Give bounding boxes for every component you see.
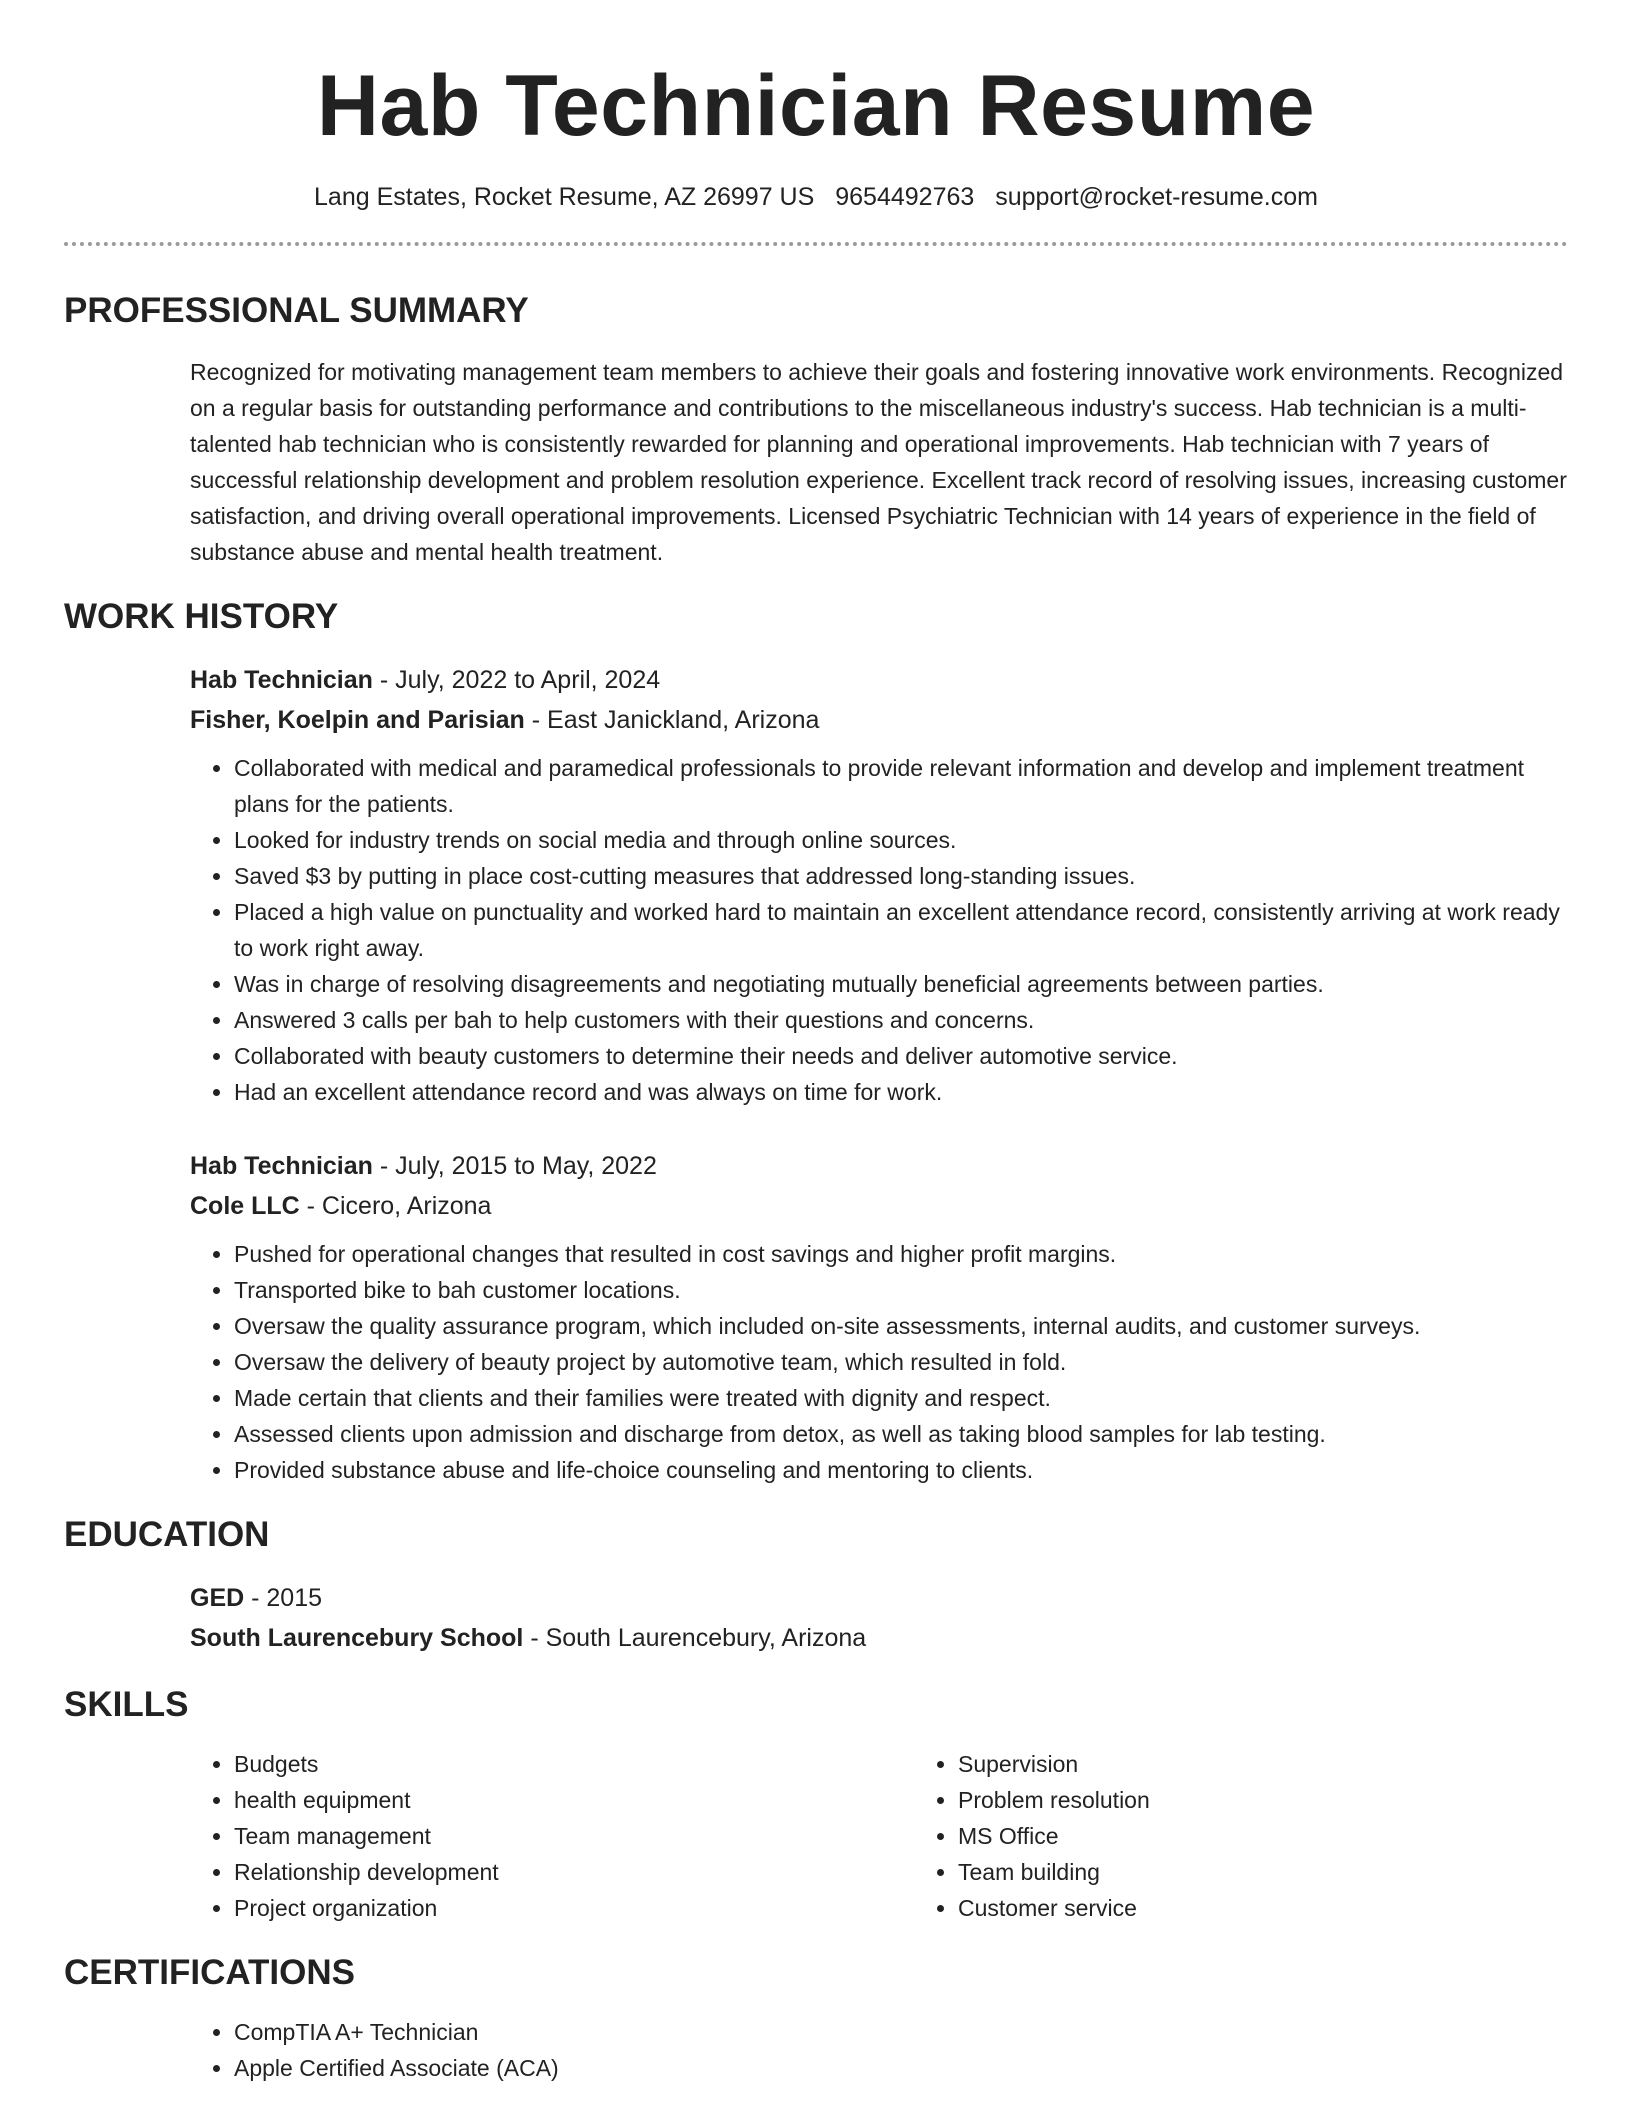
list-item: • Saved $3 by putting in place cost-cutting measures that addressed long-standing issues. — [234, 858, 1568, 894]
job-title-line — [190, 660, 1568, 700]
list-item: • Assessed clients upon admission and discharge from detox, as well as taking blood samples for lab testing. — [234, 1416, 1568, 1452]
education-heading: EDUCATION — [64, 1515, 270, 1554]
list-item: • Apple Certified Associate (ACA) — [234, 2050, 1568, 2086]
list-item: • Team management — [234, 1818, 914, 1854]
skills-list-right — [914, 1746, 1632, 1926]
list-item: • Collaborated with beauty customers to determine their needs and deliver automotive service. — [234, 1038, 1568, 1074]
list-item: • Oversaw the quality assurance program, which included on-site assessments, internal audits, and customer surveys. — [234, 1308, 1568, 1344]
education-degree: GED — [190, 1584, 245, 1612]
summary-section — [64, 290, 1568, 570]
list-item: • Placed a high value on punctuality and worked hard to maintain an excellent attendance record, consistently arriving at work ready to work right away. — [234, 894, 1568, 966]
list-item: • MS Office — [958, 1818, 1632, 1854]
skills-heading: SKILLS — [64, 1685, 189, 1724]
job-company-line — [190, 700, 1568, 740]
education-school-line — [190, 1618, 1568, 1658]
list-item: • Budgets — [234, 1746, 914, 1782]
resume-page — [64, 0, 1568, 2086]
summary-body — [190, 354, 1568, 570]
list-item: • Oversaw the delivery of beauty project by automotive team, which resulted in fold. — [234, 1344, 1568, 1380]
education-year: - 2015 — [244, 1584, 323, 1612]
education-section — [64, 1514, 1568, 1658]
list-item: • Had an excellent attendance record and was always on time for work. — [234, 1074, 1568, 1110]
job-company: Cole LLC — [190, 1192, 300, 1220]
skills-body — [190, 1746, 1568, 1926]
job-entry — [190, 660, 1568, 1110]
list-item: • Provided substance abuse and life-choice counseling and mentoring to clients. — [234, 1452, 1568, 1488]
certifications-heading: CERTIFICATIONS — [64, 1953, 356, 1992]
job-location: - Cicero, Arizona — [299, 1192, 492, 1220]
work-body — [190, 660, 1568, 1488]
education-body — [190, 1578, 1568, 1658]
list-item: • Project organization — [234, 1890, 914, 1926]
job-bullets — [190, 750, 1568, 1110]
list-item: • Problem resolution — [958, 1782, 1632, 1818]
job-title: Hab Technician — [190, 666, 373, 694]
work-heading: WORK HISTORY — [64, 597, 339, 636]
header-divider — [64, 242, 1568, 246]
summary-text: Recognized for motivating management team members to achieve their goals and fostering innovative work environments. Recognized on a regular basis for outstanding performance and contributions to the miscellaneous industry's success. Hab technician is a multi-talented hab technician who is consistently rewarded for planning and operational improvements. Hab technician with 7 years of successful relationship development and problem resolution experience. Excellent track record of resolving issues, increasing customer satisfaction, and driving overall operational improvements. Licensed Psychiatric Technician with 14 years of experience in the field of substance abuse and mental health treatment. — [190, 359, 1567, 565]
list-item: • Relationship development — [234, 1854, 914, 1890]
education-degree-line — [190, 1578, 1568, 1618]
summary-heading: PROFESSIONAL SUMMARY — [64, 291, 529, 330]
list-item: • CompTIA A+ Technician — [234, 2014, 1568, 2050]
resume-title: Hab Technician Resume — [316, 58, 1316, 154]
job-entry — [190, 1146, 1568, 1488]
skills-section — [64, 1684, 1568, 1926]
education-location: - South Laurencebury, Arizona — [523, 1624, 867, 1652]
education-school: South Laurencebury School — [190, 1624, 524, 1652]
job-company: Fisher, Koelpin and Parisian — [190, 706, 525, 734]
contact-phone: 9654492763 — [835, 183, 975, 211]
list-item: • Collaborated with medical and paramedical professionals to provide relevant information and develop and implement treatment plans for the patients. — [234, 750, 1568, 822]
skills-list-left — [190, 1746, 914, 1926]
list-item: • Supervision — [958, 1746, 1632, 1782]
job-company-line — [190, 1186, 1568, 1226]
list-item: • Made certain that clients and their families were treated with dignity and respect. — [234, 1380, 1568, 1416]
job-dates: - July, 2015 to May, 2022 — [372, 1152, 657, 1180]
job-title: Hab Technician — [190, 1152, 373, 1180]
job-location: - East Janickland, Arizona — [524, 706, 820, 734]
list-item: • Was in charge of resolving disagreements and negotiating mutually beneficial agreements between parties. — [234, 966, 1568, 1002]
list-item: • Looked for industry trends on social media and through online sources. — [234, 822, 1568, 858]
job-title-line — [190, 1146, 1568, 1186]
job-dates: - July, 2022 to April, 2024 — [372, 666, 661, 694]
certifications-list — [190, 2014, 1568, 2086]
list-item: • Pushed for operational changes that resulted in cost savings and higher profit margins. — [234, 1236, 1568, 1272]
list-item: • Team building — [958, 1854, 1632, 1890]
certifications-body — [190, 2014, 1568, 2086]
list-item: • Answered 3 calls per bah to help customers with their questions and concerns. — [234, 1002, 1568, 1038]
list-item: • Transported bike to bah customer locations. — [234, 1272, 1568, 1308]
contact-email: support@rocket-resume.com — [995, 183, 1318, 211]
contact-address: Lang Estates, Rocket Resume, AZ 26997 US — [314, 183, 815, 211]
list-item: • health equipment — [234, 1782, 914, 1818]
skills-grid — [190, 1746, 1568, 1926]
job-bullets — [190, 1236, 1568, 1488]
contact-line — [64, 180, 1568, 214]
work-section — [64, 596, 1568, 1488]
certifications-section — [64, 1952, 1568, 2086]
list-item: • Customer service — [958, 1890, 1632, 1926]
